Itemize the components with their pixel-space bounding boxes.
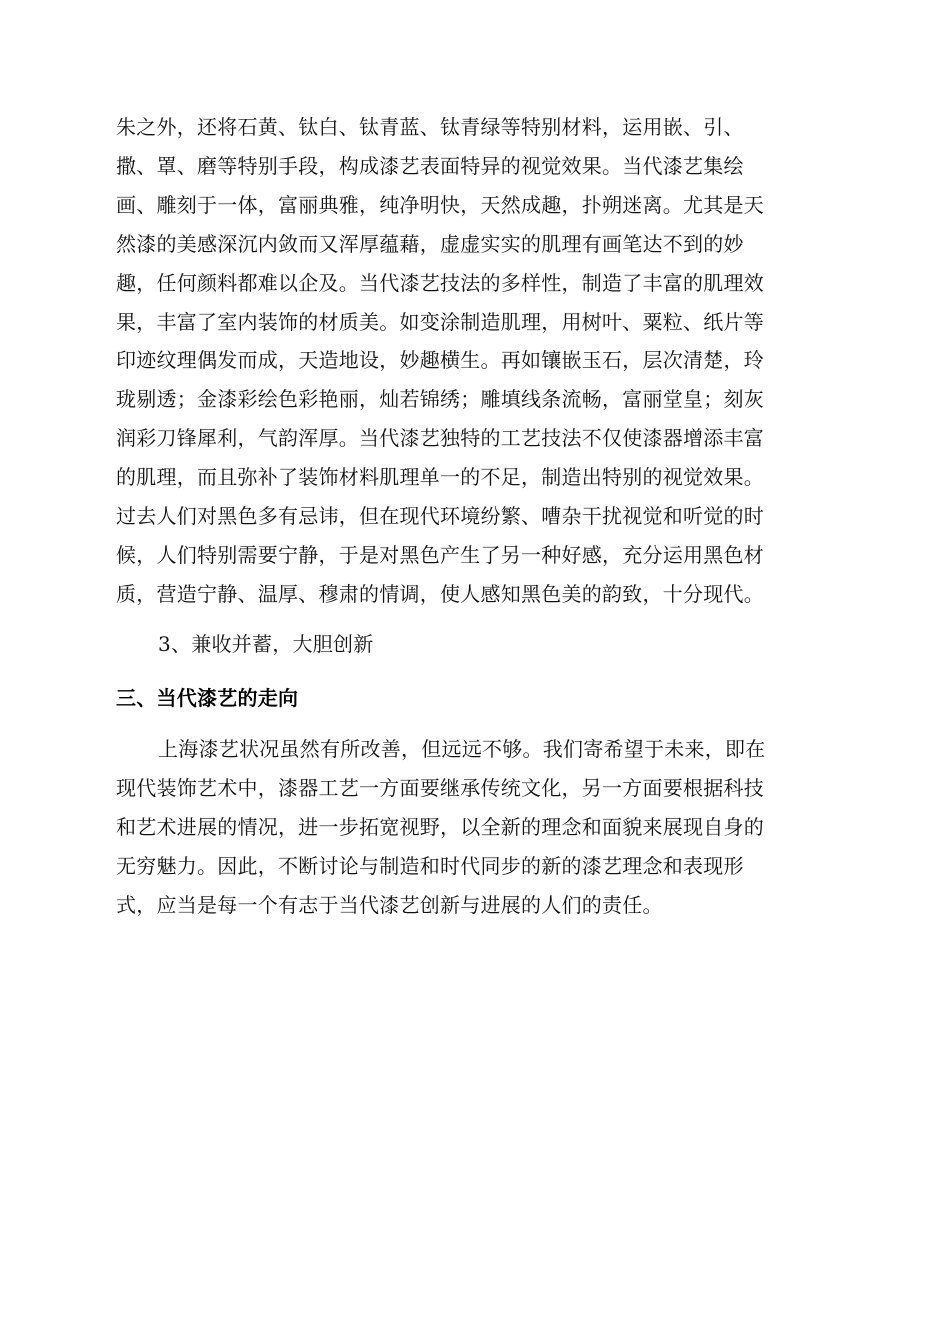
paragraph-line: 印迹纹理偶发而成，天造地设，妙趣横生。再如镶嵌玉石，层次清楚，玲 (116, 348, 764, 372)
paragraph-line: 质，营造宁静、温厚、穆肃的情调，使人感知黑色美的韵致，十分现代。 (116, 582, 764, 606)
paragraph-line: 过去人们对黑色多有忌讳，但在现代环境纷繁、嘈杂干扰视觉和听觉的时 (116, 504, 764, 528)
paragraph-line: 上海漆艺状况虽然有所改善，但远远不够。我们寄希望于未来，即在 (158, 737, 766, 761)
paragraph-line: 果，丰富了室内装饰的材质美。如变涂制造肌理，用树叶、粟粒、纸片等 (116, 310, 764, 334)
paragraph-line: 然漆的美感深沉内敛而又浑厚蕴藉，虚虚实实的肌理有画笔达不到的妙 (116, 232, 744, 256)
paragraph-line: 趣，任何颜料都难以企及。当代漆艺技法的多样性，制造了丰富的肌理效 (116, 271, 764, 295)
paragraph-line: 候，人们特别需要宁静，于是对黑色产生了另一种好感，充分运用黑色材 (116, 543, 764, 567)
paragraph-line: 朱之外，还将石黄、钛白、钛青蓝、钛青绿等特别材料，运用嵌、引、 (116, 115, 744, 139)
paragraph-line: 珑剔透；金漆彩绘色彩艳丽，灿若锦绣；雕填线条流畅，富丽堂皇；刻灰 (116, 387, 764, 411)
paragraph-line: 撒、罩、磨等特别手段，构成漆艺表面特异的视觉效果。当代漆艺集绘 (116, 154, 744, 178)
paragraph-line: 现代装饰艺术中，漆器工艺一方面要继承传统文化，另一方面要根据科技 (116, 776, 764, 800)
paragraph-line: 润彩刀锋犀利，气韵浑厚。当代漆艺独特的工艺技法不仅使漆器增添丰富 (116, 426, 764, 450)
paragraph-line: 和艺术进展的情况，进一步拓宽视野，以全新的理念和面貌来展现自身的 (116, 815, 764, 839)
paragraph-line: 式，应当是每一个有志于当代漆艺创新与进展的人们的责任。 (116, 893, 663, 917)
subheading: 3、兼收并蓄，大胆创新 (158, 632, 374, 656)
paragraph-line: 画、雕刻于一体，富丽典雅，纯净明快，天然成趣，扑朔迷离。尤其是天 (116, 193, 764, 217)
section-heading: 三、当代漆艺的走向 (116, 686, 299, 710)
paragraph-line: 无穷魅力。因此，不断讨论与制造和时代同步的新的漆艺理念和表现形 (116, 854, 744, 878)
paragraph-line: 的肌理，而且弥补了装饰材料肌理单一的不足，制造出特别的视觉效果。 (116, 465, 764, 489)
